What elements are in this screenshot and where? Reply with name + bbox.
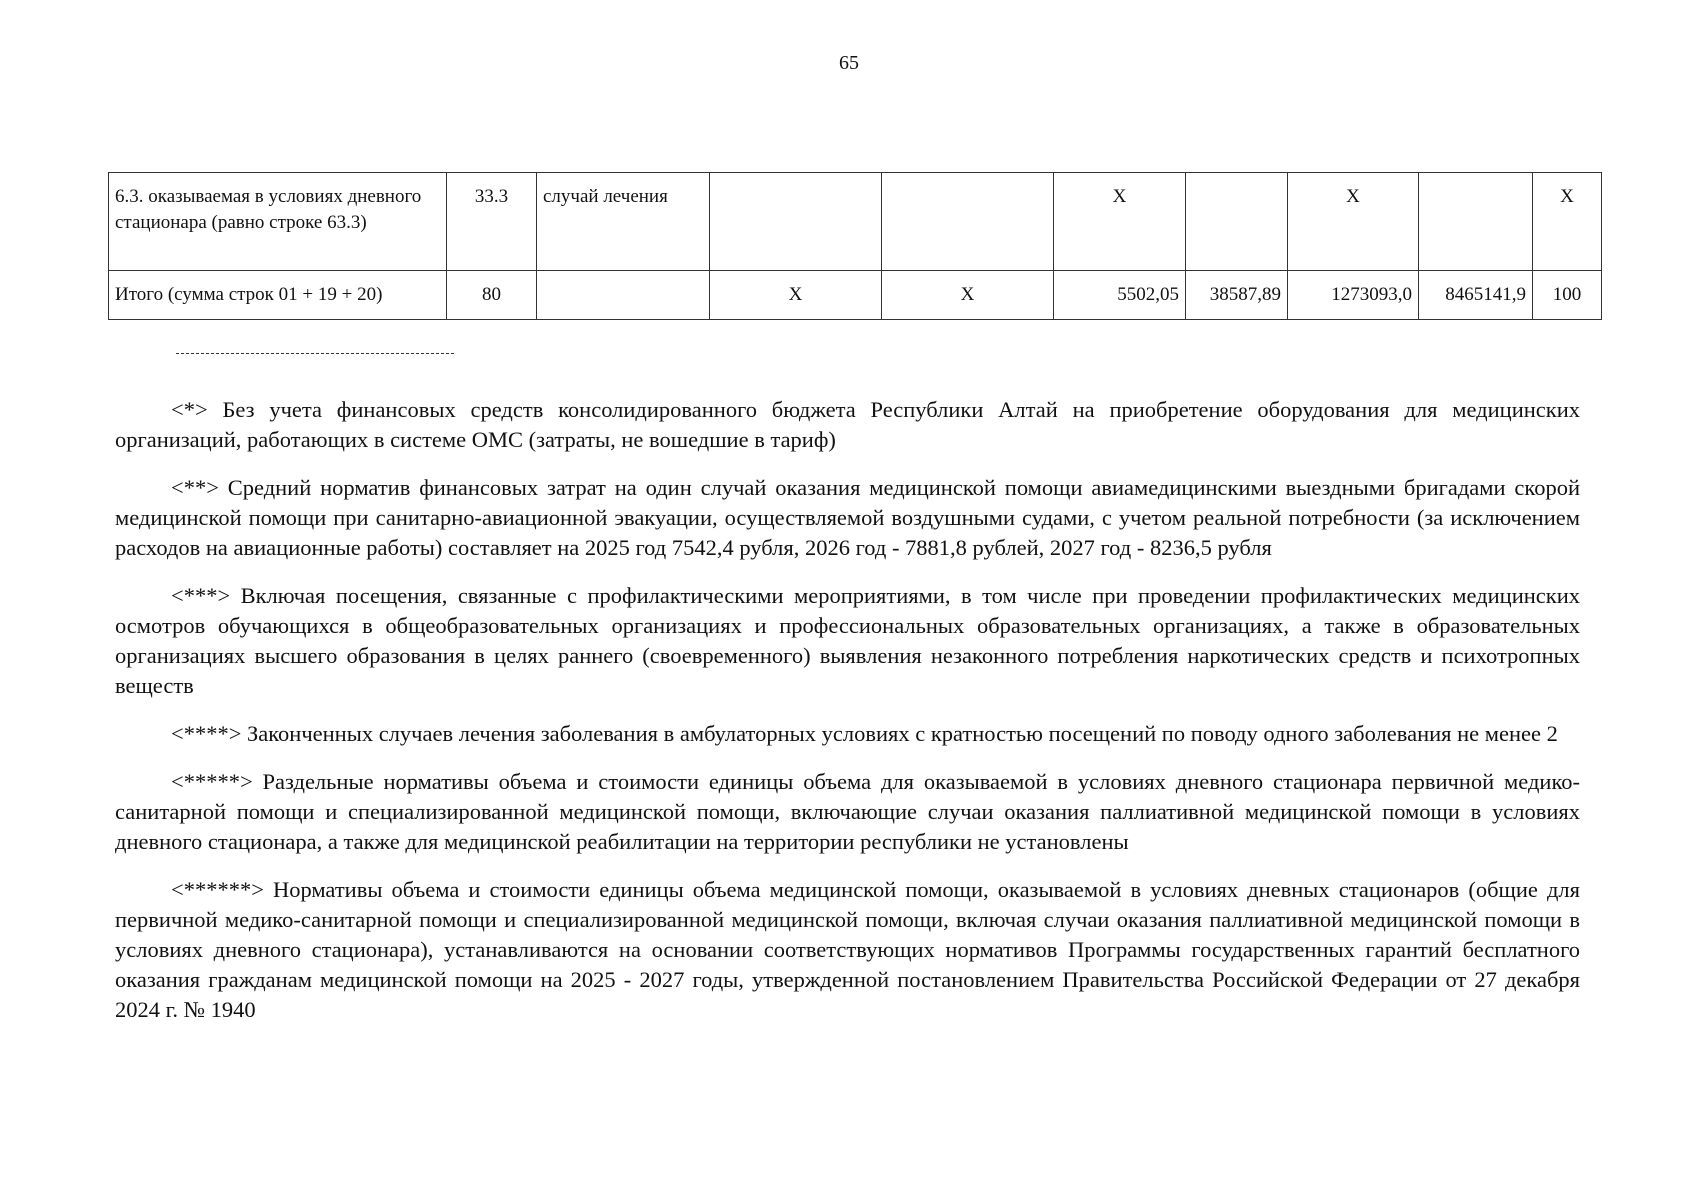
table-cell: 100	[1533, 271, 1602, 320]
footnote-separator	[176, 353, 454, 354]
row-number-cell: 33.3	[447, 173, 537, 271]
table-cell	[1419, 173, 1533, 271]
footnotes-section	[115, 395, 1580, 1043]
row-name-cell: 6.3. оказываемая в условиях дневного стационара (равно строке 63.3)	[109, 173, 447, 271]
unit-cell: случай лечения	[537, 173, 710, 271]
table-row	[109, 271, 1602, 320]
footnote: <**> Средний норматив финансовых затрат на один случай оказания медицинской помощи авиамедицинскими выездными бригадами скорой медицинской помощи при санитарно-авиационной эвакуации, осуществляемой воздушными судами, с учетом реальной потребности (за исключением расходов на авиационные работы) составляет на 2025 год 7542,4 рубля, 2026 год - 7881,8 рублей, 2027 год - 8236,5 рубля	[115, 475, 1580, 560]
unit-cell	[537, 271, 710, 320]
footnote: <****> Законченных случаев лечения заболевания в амбулаторных условиях с кратностью посещений по поводу одного заболевания не менее 2	[171, 721, 1558, 746]
row-number-cell: 80	[447, 271, 537, 320]
table-cell: X	[710, 271, 882, 320]
footnote: <***> Включая посещения, связанные с профилактическими мероприятиями, в том числе при проведении профилактических медицинских осмотров обучающихся в общеобразовательных организациях и профессиональных образовательных организациях, а также в образовательных организациях высшего образования в целях раннего (своевременного) выявления незаконного потребления наркотических средств и психотропных веществ	[115, 583, 1580, 698]
norms-table	[108, 172, 1602, 320]
page-number: 65	[839, 52, 859, 74]
row-name-cell: Итого (сумма строк 01 + 19 + 20)	[109, 271, 447, 320]
table-cell	[710, 173, 882, 271]
footnote: <******> Нормативы объема и стоимости единицы объема медицинской помощи, оказываемой в условиях дневных стационаров (общие для первичной медико-санитарной помощи и специализированной медицинской помощи, включая случаи оказания паллиативной медицинской помощи в условиях дневного стационара), устанавливаются на основании соответствующих нормативов Программы государственных гарантий бесплатного оказания гражданам медицинской помощи на 2025 - 2027 годы, утвержденной постановлением Правительства Российской Федерации от 27 декабря 2024 г. № 1940	[115, 877, 1580, 1022]
table-row	[109, 173, 1602, 271]
table-cell: 1273093,0	[1288, 271, 1419, 320]
table-cell	[1186, 173, 1288, 271]
table-cell: X	[1054, 173, 1186, 271]
table-cell: X	[882, 271, 1054, 320]
footnote: <*****> Раздельные нормативы объема и стоимости единицы объема для оказываемой в условиях дневного стационара первичной медико-санитарной помощи и специализированной медицинской помощи, включающие случаи оказания паллиативной медицинской помощи в условиях дневного стационара, а также для медицинской реабилитации на территории республики не установлены	[115, 769, 1580, 854]
table-cell: 5502,05	[1054, 271, 1186, 320]
table-cell: X	[1533, 173, 1602, 271]
table-cell: 8465141,9	[1419, 271, 1533, 320]
table-cell: 38587,89	[1186, 271, 1288, 320]
footnote: <*> Без учета финансовых средств консолидированного бюджета Республики Алтай на приобретение оборудования для медицинских организаций, работающих в системе ОМС (затраты, не вошедшие в тариф)	[115, 397, 1580, 452]
table-cell	[882, 173, 1054, 271]
table-cell: X	[1288, 173, 1419, 271]
